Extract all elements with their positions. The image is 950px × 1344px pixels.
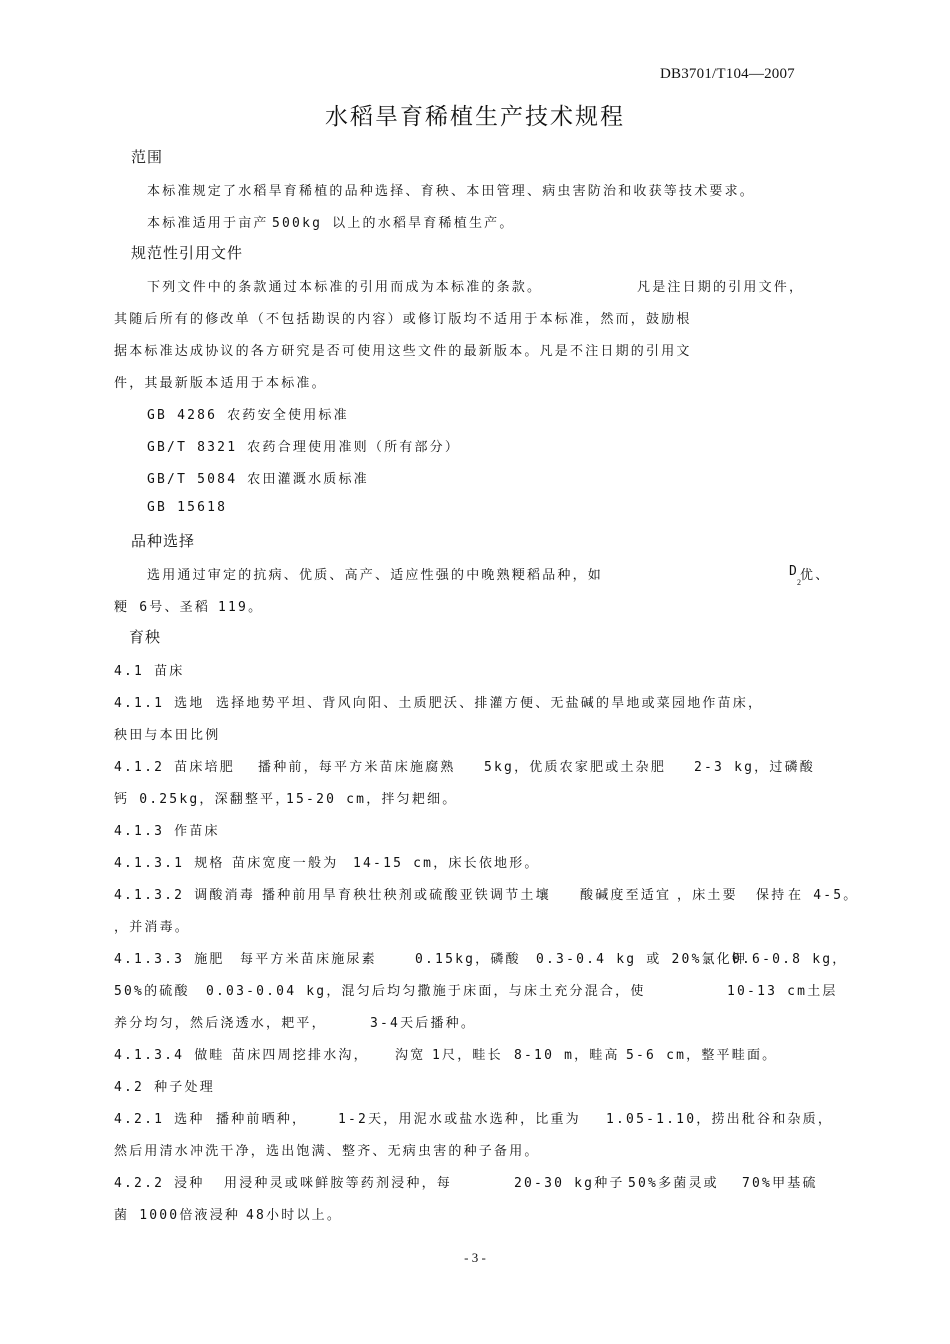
reference-item: GB 15618 (147, 500, 228, 515)
clause-heading: 4.2.1 选种 (114, 1112, 205, 1127)
body-text: 件，其最新版本适用于本标准。 (114, 376, 327, 391)
reference-item: GB 4286 农药安全使用标准 (147, 408, 349, 423)
clause-heading: 4.1.3.3 施肥 (114, 952, 225, 967)
body-text: 秧田与本田比例 (114, 728, 221, 743)
clause-heading: 4.1.1 选地 (114, 696, 205, 711)
body-text: 播种前晒种， (216, 1112, 308, 1127)
body-text: 菌 1000倍液浸种 (114, 1208, 241, 1223)
body-text: D (789, 564, 800, 579)
body-text: 钙 0.25kg，深翻整平， (114, 792, 291, 807)
body-text: 50%多菌灵或 (628, 1176, 719, 1191)
body-text: 优、 (800, 568, 831, 583)
body-text: 选用通过审定的抗病、优质、高产、适应性强的中晚熟粳稻品种，如 (147, 568, 604, 583)
body-text: 0.03-0.04 kg，混匀后均匀撒施于床面，与床土充分混合，使 (206, 984, 646, 999)
clause-heading: 4.1.3.2 调酸消毒 (114, 888, 256, 903)
body-text: 本标准规定了水稻旱育稀植的品种选择、育秧、本田管理、病虫害防治和收获等技术要求。 (147, 184, 756, 199)
body-text: 5kg，优质农家肥或土杂肥 (484, 760, 667, 775)
body-text: 1-2天，用泥水或盐水选种，比重为 (338, 1112, 581, 1127)
body-text: 酸碱度至适宜 (580, 888, 672, 903)
body-text: 1尺，畦长 (432, 1048, 503, 1063)
body-text: 其随后所有的修改单（不包括勘误的内容）或修订版均不适用于本标准，然而，鼓励根 (114, 312, 692, 327)
clause-heading: 4.1.3.1 规格 (114, 856, 225, 871)
body-text: 在 4-5。 (788, 888, 859, 903)
body-text: 选择地势平坦、背风向阳、土质肥沃、排灌方便、无盐碱的旱地或菜园地作苗床， (216, 696, 764, 711)
body-text: ，床土要 (677, 888, 738, 903)
clause-heading: 4.1.3 作苗床 (114, 824, 220, 839)
section-heading-seedling: 育秧 (129, 628, 162, 646)
body-text: 20-30 kg种子 (514, 1176, 625, 1191)
body-text: 下列文件中的条款通过本标准的引用而成为本标准的条款。 (147, 280, 543, 295)
clause-heading: 4.1.3.4 做畦 (114, 1048, 225, 1063)
body-text: 播种前用旱育秧壮秧剂或硫酸亚铁调节土壤 (262, 888, 551, 903)
body-text: 119。 (218, 600, 264, 615)
body-text: 50%的硫酸 (114, 984, 190, 999)
body-text: 1.05-1.10，捞出秕谷和杂质， (606, 1112, 834, 1127)
section-heading-scope: 范围 (131, 148, 164, 166)
body-text: 苗床四周挖排水沟， (232, 1048, 369, 1063)
body-text: 用浸种灵或咪鲜胺等药剂浸种，每 (224, 1176, 453, 1191)
body-text: 0.6-0.8 kg， (732, 952, 848, 967)
clause-heading: 4.1 苗床 (114, 664, 185, 679)
body-text: 沟宽 (395, 1048, 426, 1063)
section-heading-references: 规范性引用文件 (131, 244, 244, 262)
body-text: 14-15 cm，床长依地形。 (353, 856, 540, 871)
body-text: 10-13 cm土层 (727, 984, 838, 999)
body-text: 0.15kg，磷酸 (415, 952, 521, 967)
body-text: 据本标准达成协议的各方研究是否可使用这些文件的最新版本。凡是不注日期的引用文 (114, 344, 692, 359)
body-text: 然后用清水冲洗干净，选出饱满、整齐、无病虫害的种子备用。 (114, 1144, 540, 1159)
subscript: 2 (797, 578, 801, 587)
page-number: - 3 - (464, 1250, 486, 1265)
clause-heading: 4.2.2 浸种 (114, 1176, 205, 1191)
body-text: 播种前，每平方米苗床施腐熟 (258, 760, 456, 775)
standard-code: DB3701/T104—2007 (660, 66, 795, 82)
body-text: 粳 6号、圣稻 (114, 600, 211, 615)
body-text: 15-20 cm，拌匀耙细。 (286, 792, 458, 807)
reference-item: GB/T 5084 农田灌溉水质标准 (147, 472, 369, 487)
body-text: 保持 (756, 888, 787, 903)
section-heading-variety: 品种选择 (131, 532, 196, 550)
clause-heading: 4.2 种子处理 (114, 1080, 215, 1095)
body-text: 48小时以上。 (246, 1208, 343, 1223)
body-text: 5-6 cm，整平畦面。 (626, 1048, 778, 1063)
body-text: 0.3-0.4 kg 或 20%氯化钾 (536, 952, 748, 967)
body-text: 每平方米苗床施尿素 (240, 952, 377, 967)
body-text: 3-4天后播种。 (370, 1016, 477, 1031)
reference-item: GB/T 8321 农药合理使用准则（所有部分） (147, 440, 461, 455)
body-text: 2-3 kg，过磷酸 (694, 760, 815, 775)
body-text: 苗床宽度一般为 (232, 856, 339, 871)
clause-heading: 4.1.2 苗床培肥 (114, 760, 235, 775)
body-text: ，并消毒。 (114, 920, 191, 935)
page-title: 水稻旱育稀植生产技术规程 (325, 104, 625, 130)
body-text: 凡是注日期的引用文件， (637, 280, 805, 295)
body-text: 养分均匀，然后浇透水，耙平， (114, 1016, 327, 1031)
body-text: 本标准适用于亩产 (147, 216, 269, 231)
body-text: 8-10 m，畦高 (514, 1048, 620, 1063)
body-text: 70%甲基硫 (742, 1176, 818, 1191)
body-text: 500kg 以上的水稻旱育稀植生产。 (272, 216, 515, 231)
